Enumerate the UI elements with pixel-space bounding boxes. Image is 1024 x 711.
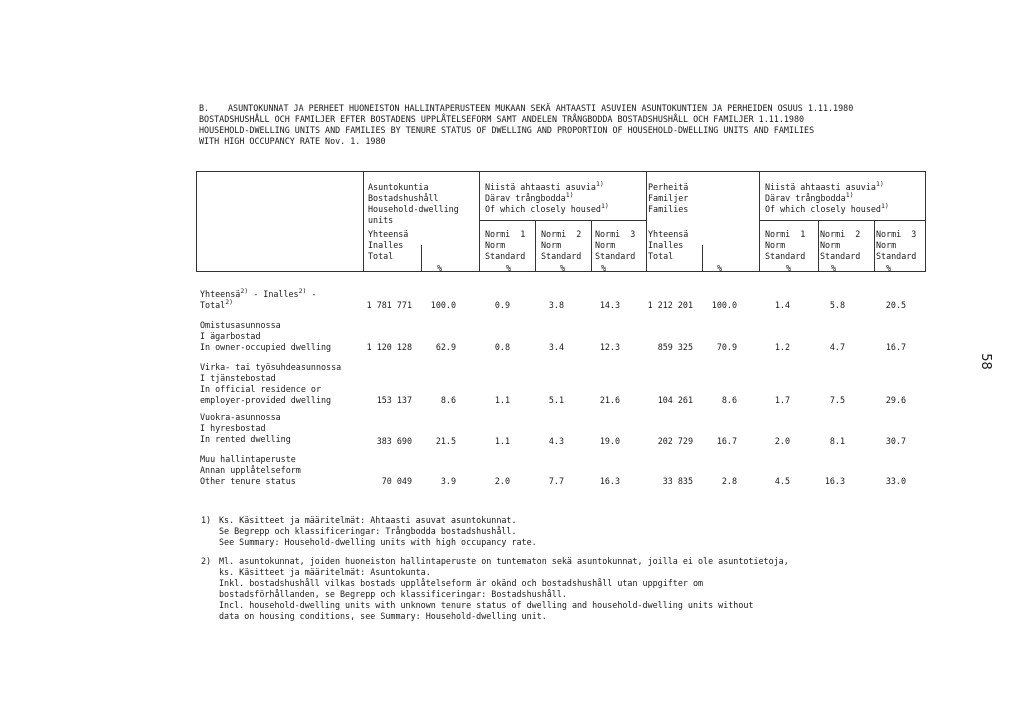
footnote-1-line: Ks. Käsitteet ja määritelmät: Ahtaasti asuvat asuntokunnat. (219, 515, 517, 525)
table-cell: 20.5 (885, 300, 906, 310)
table-cell: 3.4 (548, 342, 564, 352)
hdr-fam-2: Familjer (648, 193, 689, 203)
table-cell: 2.8 (721, 476, 737, 486)
title-line-en-2: WITH HIGH OCCUPANCY RATE Nov. 1. 1980 (199, 136, 386, 146)
table-cell: 3.9 (440, 476, 456, 486)
table-cell: 70 049 (381, 476, 412, 486)
hdr-hh-norm1-1: Normi 1 (485, 229, 526, 239)
footnote-2-line: Ml. asuntokunnat, joiden huoneiston hallintaperuste on tuntematon sekä asuntokunnat, joilla ei ole asuntotietoja, (219, 556, 789, 566)
table-cell: 7.7 (548, 476, 564, 486)
table-cell: 1.2 (774, 342, 790, 352)
hdr-hh-total-2: Inalles (368, 240, 404, 250)
hdr-hh-2: Bostadshushåll (368, 193, 439, 203)
table-cell: 1 781 771 (366, 300, 412, 310)
table-cell: 2.0 (494, 476, 510, 486)
col-divider (535, 220, 536, 271)
hdr-hh-norm2-2: Norm (541, 240, 562, 250)
hdr-hh-norm2-1: Normi 2 (541, 229, 582, 239)
table-cell: 2.0 (774, 436, 790, 446)
table-cell: 1 120 128 (366, 342, 412, 352)
hdr-close-hh-2: Därav trångbodda$^{1)}$ (485, 191, 574, 203)
row-label-official-sv: I tjänstebostad (200, 373, 276, 383)
hdr-hh-total-1: Yhteensä (368, 229, 409, 239)
table-cell: 859 325 (657, 342, 693, 352)
hdr-hh-norm2-pct: % (560, 263, 566, 273)
hdr-hh-norm1-3: Standard (485, 251, 526, 261)
col-divider (818, 220, 819, 271)
table-cell: 153 137 (376, 395, 412, 405)
hdr-close-fam-2: Därav trångbodda$^{1)}$ (765, 191, 854, 203)
row-label-other-en: Other tenure status (200, 476, 296, 486)
table-cell: 4.7 (829, 342, 845, 352)
col-divider (702, 245, 703, 271)
row-divider (759, 220, 925, 221)
table-cell: 4.5 (774, 476, 790, 486)
table-cell: 100.0 (430, 300, 456, 310)
table-cell: 5.1 (548, 395, 564, 405)
hdr-close-fam-1: Niistä ahtaasti asuvia$^{1)}$ (765, 180, 884, 192)
table-cell: 8.6 (721, 395, 737, 405)
hdr-fam-total-3: Total (648, 251, 674, 261)
title-line-fi: ASUNTOKUNNAT JA PERHEET HUONEISTON HALLINTAPERUSTEEN MUKAAN SEKÄ AHTAASTI ASUVIEN ASUNTOKUNTIEN JA PERHEIDEN OSUUS 1.11.1980 (228, 103, 854, 113)
table-cell: 4.3 (548, 436, 564, 446)
table-cell: 3.8 (548, 300, 564, 310)
hdr-fam-norm2-2: Norm (820, 240, 841, 250)
footnote-1-line: Se Begrepp och klassificeringar: Trångbodda bostadshushåll. (219, 526, 517, 536)
footnote-2-line: data on housing conditions, see Summary: Household-dwelling unit. (219, 611, 547, 621)
footnote-2-line: Incl. household-dwelling units with unknown tenure status of dwelling and household-dwelling units without (219, 600, 754, 610)
row-label-official-fi: Virka- tai työsuhdeasunnossa (200, 362, 342, 372)
col-divider (421, 245, 422, 271)
hdr-fam-3: Families (648, 204, 689, 214)
table-cell: 8.1 (829, 436, 845, 446)
row-label-rented-sv: I hyresbostad (200, 423, 266, 433)
table-cell: 16.7 (885, 342, 906, 352)
hdr-close-hh-3: Of which closely housed$^{1)}$ (485, 202, 609, 214)
hdr-close-hh-1: Niistä ahtaasti asuvia$^{1)}$ (485, 180, 604, 192)
row-label-owner-en: In owner-occupied dwelling (200, 342, 332, 352)
table-cell: 33.0 (885, 476, 906, 486)
row-label-rented-fi: Vuokra-asunnossa (200, 412, 281, 422)
table-cell: 100.0 (711, 300, 737, 310)
table-cell: 21.5 (435, 436, 456, 446)
table-cell: 0.9 (494, 300, 510, 310)
hdr-close-fam-3: Of which closely housed$^{1)}$ (765, 202, 889, 214)
footnote-2-num: 2) (201, 556, 212, 566)
hdr-hh-norm1-pct: % (506, 263, 512, 273)
footnote-2-line: Inkl. bostadshushåll vilkas bostads upplåtelseform är okänd och bostadshushåll utan uppgifter om (219, 578, 704, 588)
row-label-total: Yhteensä$^{2)}$ - Inalles$^{2)}$ - (200, 287, 317, 299)
footnote-2-line: bostadsförhållanden, se Begrepp och klassificeringar: Bostadshushåll. (219, 589, 567, 599)
hdr-hh-1: Asuntokuntia (368, 182, 429, 192)
table-cell: 104 261 (657, 395, 693, 405)
hdr-fam-total-1: Yhteensä (648, 229, 689, 239)
row-label-rented-en: In rented dwelling (200, 434, 291, 444)
hdr-hh-4: units (368, 215, 394, 225)
table-cell: 70.9 (716, 342, 737, 352)
hdr-fam-norm2-pct: % (831, 263, 837, 273)
row-label-other-sv: Annan upplåtelseform (200, 465, 301, 475)
table-cell: 16.3 (599, 476, 620, 486)
col-divider (479, 172, 480, 271)
hdr-fam-norm3-3: Standard (876, 251, 917, 261)
hdr-hh-total-3: Total (368, 251, 394, 261)
hdr-fam-norm3-1: Normi 3 (876, 229, 917, 239)
row-label-owner-sv: I ägarbostad (200, 331, 261, 341)
table-cell: 1.7 (774, 395, 790, 405)
table-cell: 1.1 (494, 436, 510, 446)
table-cell: 21.6 (599, 395, 620, 405)
hdr-hh-3: Household-dwelling (368, 204, 459, 214)
hdr-hh-norm3-pct: % (601, 263, 607, 273)
hdr-fam-percent: % (717, 263, 723, 273)
hdr-hh-norm3-2: Norm (595, 240, 616, 250)
hdr-fam-norm2-3: Standard (820, 251, 861, 261)
table-cell: 14.3 (599, 300, 620, 310)
hdr-fam-norm3-pct: % (886, 263, 892, 273)
row-label-other-fi: Muu hallintaperuste (200, 454, 296, 464)
hdr-fam-norm1-3: Standard (765, 251, 806, 261)
hdr-hh-percent: % (437, 263, 443, 273)
row-divider (479, 220, 646, 221)
hdr-fam-norm1-1: Normi 1 (765, 229, 806, 239)
table-cell: 202 729 (657, 436, 693, 446)
table-cell: 62.9 (435, 342, 456, 352)
table-cell: 5.8 (829, 300, 845, 310)
title-line-sv: BOSTADSHUSHÅLL OCH FAMILJER EFTER BOSTADENS UPPLÅTELSEFORM SAMT ANDELEN TRÅNGBODDA BOSTADSHUSHÅLL OCH FAMILJER 1.11.1980 (199, 114, 805, 124)
table-label: B. (199, 103, 210, 113)
hdr-fam-norm3-2: Norm (876, 240, 897, 250)
row-label-total-en: Total$^{2)}$ (200, 298, 234, 310)
row-label-official-en-2: employer-provided dwelling (200, 395, 332, 405)
col-divider (874, 220, 875, 271)
col-divider (591, 220, 592, 271)
table-cell: 16.3 (824, 476, 845, 486)
hdr-hh-norm3-3: Standard (595, 251, 636, 261)
table-cell: 1.4 (774, 300, 790, 310)
hdr-fam-1: Perheitä (648, 182, 689, 192)
table-cell: 29.6 (885, 395, 906, 405)
table-cell: 33 835 (662, 476, 693, 486)
row-label-owner-fi: Omistusasunnossa (200, 320, 281, 330)
col-divider (646, 172, 647, 271)
col-divider (363, 172, 364, 271)
hdr-fam-total-2: Inalles (648, 240, 684, 250)
table-cell: 1.1 (494, 395, 510, 405)
col-divider (759, 172, 760, 271)
hdr-hh-norm1-2: Norm (485, 240, 506, 250)
hdr-hh-norm3-1: Normi 3 (595, 229, 636, 239)
table-cell: 0.8 (494, 342, 510, 352)
table-cell: 1 212 201 (647, 300, 693, 310)
table-cell: 8.6 (440, 395, 456, 405)
table-cell: 7.5 (829, 395, 845, 405)
footnote-1-line: See Summary: Household-dwelling units with high occupancy rate. (219, 537, 537, 547)
footnote-2-line: ks. Käsitteet ja määritelmät: Asuntokunta. (219, 567, 431, 577)
table-cell: 383 690 (376, 436, 412, 446)
hdr-fam-norm1-2: Norm (765, 240, 786, 250)
table-cell: 30.7 (885, 436, 906, 446)
table-cell: 12.3 (599, 342, 620, 352)
title-line-en: HOUSEHOLD-DWELLING UNITS AND FAMILIES BY TENURE STATUS OF DWELLING AND PROPORTION OF HOUSEHOLD-DWELLING UNITS AND FAMILIES (199, 125, 815, 135)
page-number: 58 (977, 353, 993, 370)
table-cell: 16.7 (716, 436, 737, 446)
footnote-1-num: 1) (201, 515, 212, 525)
table-cell: 19.0 (599, 436, 620, 446)
hdr-fam-norm2-1: Normi 2 (820, 229, 861, 239)
hdr-fam-norm1-pct: % (786, 263, 792, 273)
hdr-hh-norm2-3: Standard (541, 251, 582, 261)
row-label-official-en: In official residence or (200, 384, 322, 394)
